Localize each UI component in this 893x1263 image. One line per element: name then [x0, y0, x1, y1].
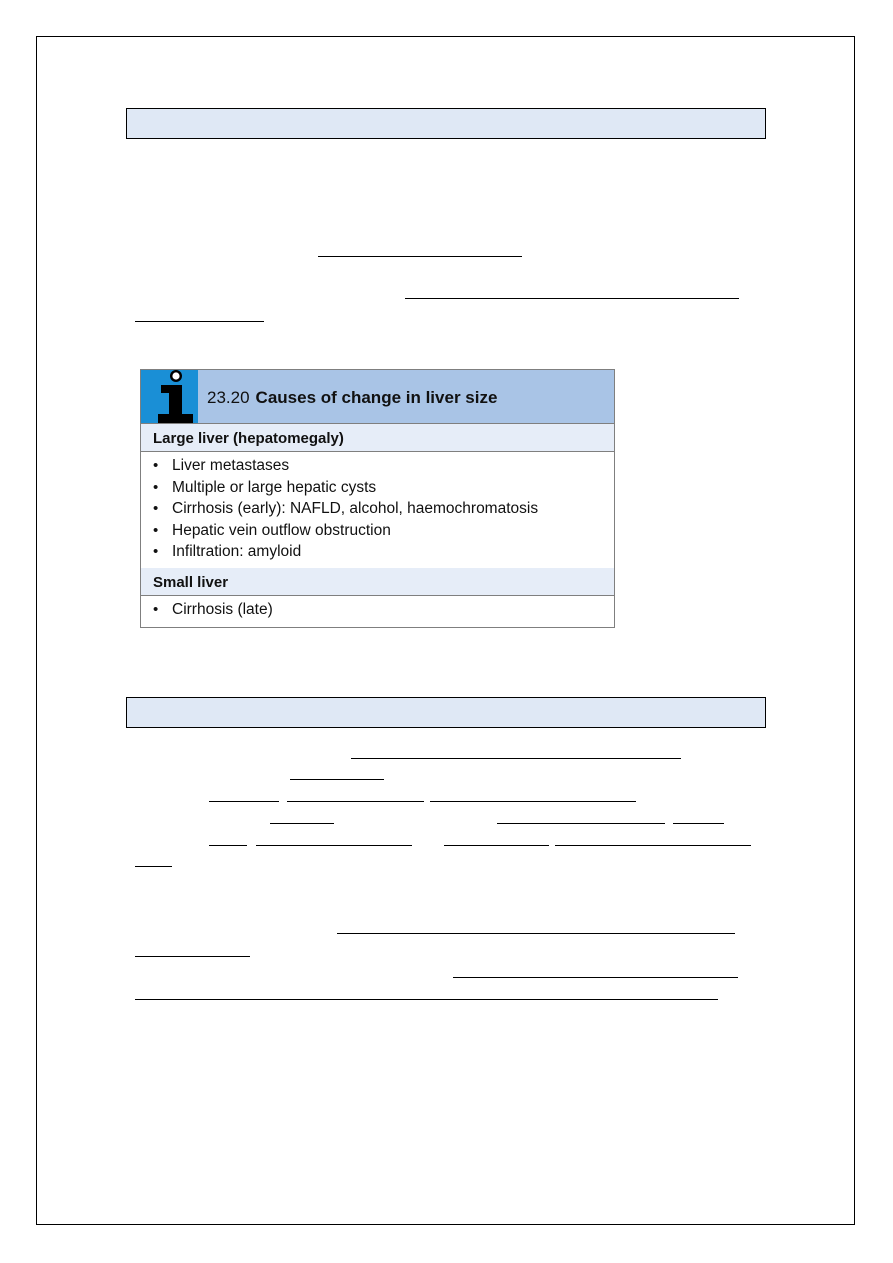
list-item: • Cirrhosis (early): NAFLD, alcohol, haemochromatosis [153, 498, 538, 520]
underline-mark [405, 298, 739, 299]
info-box-header [141, 370, 614, 424]
page-border [36, 36, 855, 1225]
list-item: • Infiltration: amyloid [153, 541, 538, 563]
large-liver-list [153, 455, 538, 563]
underline-mark [290, 779, 384, 780]
info-box-title [207, 388, 497, 408]
small-liver-list [153, 599, 273, 621]
info-i-icon [141, 370, 198, 423]
underline-mark [135, 956, 250, 957]
underline-mark [209, 845, 247, 846]
underline-mark [337, 933, 735, 934]
underline-mark [673, 823, 724, 824]
underline-mark [256, 845, 412, 846]
underline-mark [135, 999, 718, 1000]
underline-mark [318, 256, 522, 257]
list-item: • Cirrhosis (late) [153, 599, 273, 621]
underline-mark [135, 321, 264, 322]
underline-mark [430, 801, 636, 802]
section-heading-large-liver [141, 424, 614, 452]
list-item: • Liver metastases [153, 455, 538, 477]
list-item: • Multiple or large hepatic cysts [153, 477, 538, 499]
underline-mark [351, 758, 681, 759]
section-heading-bar-1 [126, 108, 766, 139]
section-heading-bar-2 [126, 697, 766, 728]
section-heading-small-liver [141, 568, 614, 596]
underline-mark [270, 823, 334, 824]
underline-mark [497, 823, 665, 824]
sub-heading-label: Small liver [153, 574, 229, 591]
list-item: • Hepatic vein outflow obstruction [153, 520, 538, 542]
underline-mark [135, 866, 172, 867]
underline-mark [453, 977, 738, 978]
info-box [140, 369, 615, 628]
underline-mark [444, 845, 549, 846]
underline-mark [209, 801, 279, 802]
underline-mark [287, 801, 424, 802]
sub-heading-label: Large liver (hepatomegaly) [153, 430, 344, 447]
underline-mark [555, 845, 751, 846]
info-box-title-text: Causes of change in liver size [255, 388, 498, 407]
info-box-number: 23.20 [207, 388, 250, 407]
